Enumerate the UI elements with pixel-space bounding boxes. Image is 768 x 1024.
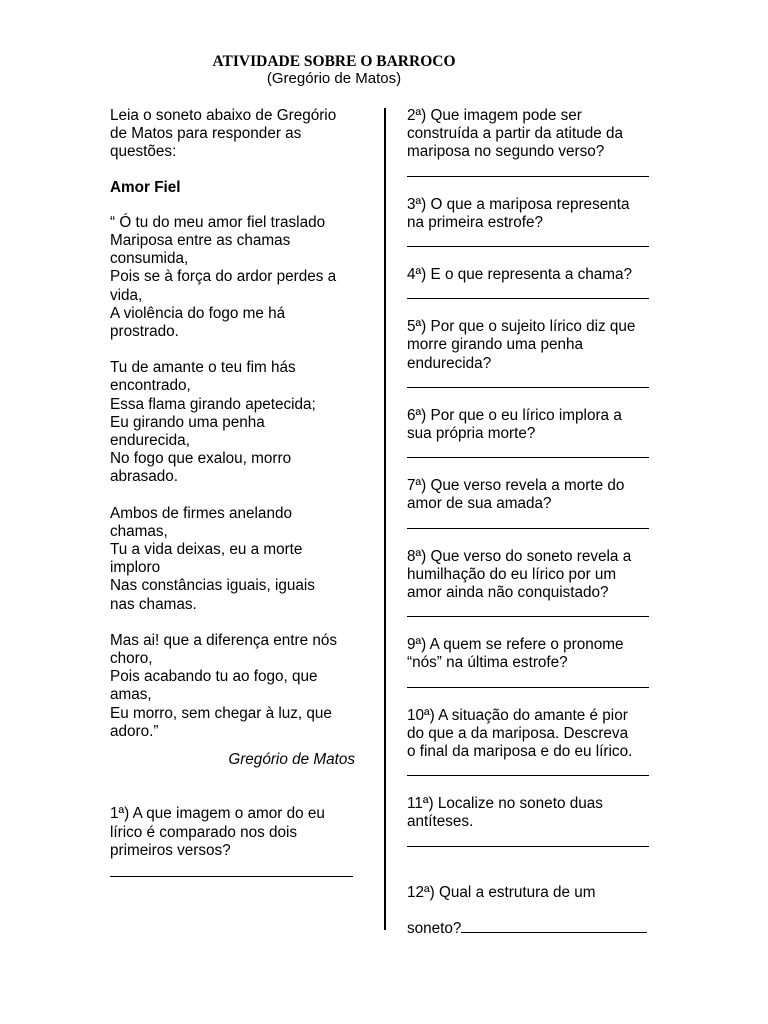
- question-6: 6ª) Por que o eu lírico implora a sua própria morte?: [407, 406, 622, 443]
- question-7: 7ª) Que verso revela a morte do amor de sua amada?: [407, 477, 625, 513]
- question-1: 1ª) A que imagem o amor do eu lírico é comparado nos dois primeiros versos?: [110, 805, 325, 859]
- question-12: [407, 866, 663, 939]
- answer-line-6[interactable]: [407, 457, 649, 458]
- question-4: 4ª) E o que representa a chama?: [407, 266, 633, 284]
- answer-line-11[interactable]: [407, 846, 649, 847]
- poem-stanza-3: Ambos de firmes anelando chamas, Tu a vida deixas, eu a morte imploro Nas constâncias iguais, iguais nas chamas.: [110, 504, 315, 613]
- question-12-line2: soneto?: [407, 920, 462, 938]
- answer-line-3[interactable]: [407, 246, 649, 247]
- right-column: [407, 107, 663, 938]
- answer-line-7[interactable]: [407, 528, 649, 529]
- question-9: 9ª) A quem se refere o pronome “nós” na última estrofe?: [407, 636, 624, 672]
- poem-title: Amor Fiel: [110, 178, 181, 196]
- poem-stanza-4: Mas ai! que a diferença entre nós choro, Pois acabando tu ao fogo, que amas, Eu morro, sem chegar à luz, que adoro.”: [110, 631, 338, 740]
- question-8: 8ª) Que verso do soneto revela a humilhação do eu lírico por um amor ainda não conquistado?: [407, 547, 632, 602]
- page-subtitle: (Gregório de Matos): [266, 70, 402, 87]
- poem-stanza-2: Tu de amante o teu fim hás encontrado, Essa flama girando apetecida; Eu girando uma penha endurecida, No fogo que exalou, morro abrasado.: [110, 359, 316, 486]
- answer-line-2[interactable]: [407, 176, 649, 177]
- poem-author: Gregório de Matos: [228, 751, 355, 769]
- answer-line-9[interactable]: [407, 687, 649, 688]
- question-11: 11ª) Localize no soneto duas antíteses.: [407, 795, 603, 831]
- intro-text: Leia o soneto abaixo de Gregório de Matos para responder as questões:: [110, 107, 337, 161]
- answer-line-12[interactable]: [461, 920, 647, 933]
- question-2: 2ª) Que imagem pode ser construída a partir da atitude da mariposa no segundo verso?: [407, 107, 623, 161]
- answer-line-1[interactable]: [110, 876, 353, 877]
- question-10: 10ª) A situação do amante é pior do que a da mariposa. Descreva o final da mariposa e do eu lírico.: [407, 706, 633, 761]
- answer-line-5[interactable]: [407, 387, 649, 388]
- answer-line-10[interactable]: [407, 775, 649, 776]
- poem-stanza-1: “ Ó tu do meu amor fiel traslado Mariposa entre as chamas consumida, Pois se à força do ardor perdes a vida, A violência do fogo me há prostrado.: [110, 213, 337, 341]
- answer-line-8[interactable]: [407, 616, 649, 617]
- page-title: ATIVIDADE SOBRE O BARROCO: [212, 53, 456, 70]
- question-5: 5ª) Por que o sujeito lírico diz que morre girando uma penha endurecida?: [407, 318, 636, 372]
- question-3: 3ª) O que a mariposa representa na primeira estrofe?: [407, 195, 630, 231]
- left-column: [110, 107, 368, 877]
- answer-line-4[interactable]: [407, 298, 649, 299]
- question-12-line1: 12ª) Qual a estrutura de um: [407, 883, 596, 901]
- column-divider: [384, 108, 386, 930]
